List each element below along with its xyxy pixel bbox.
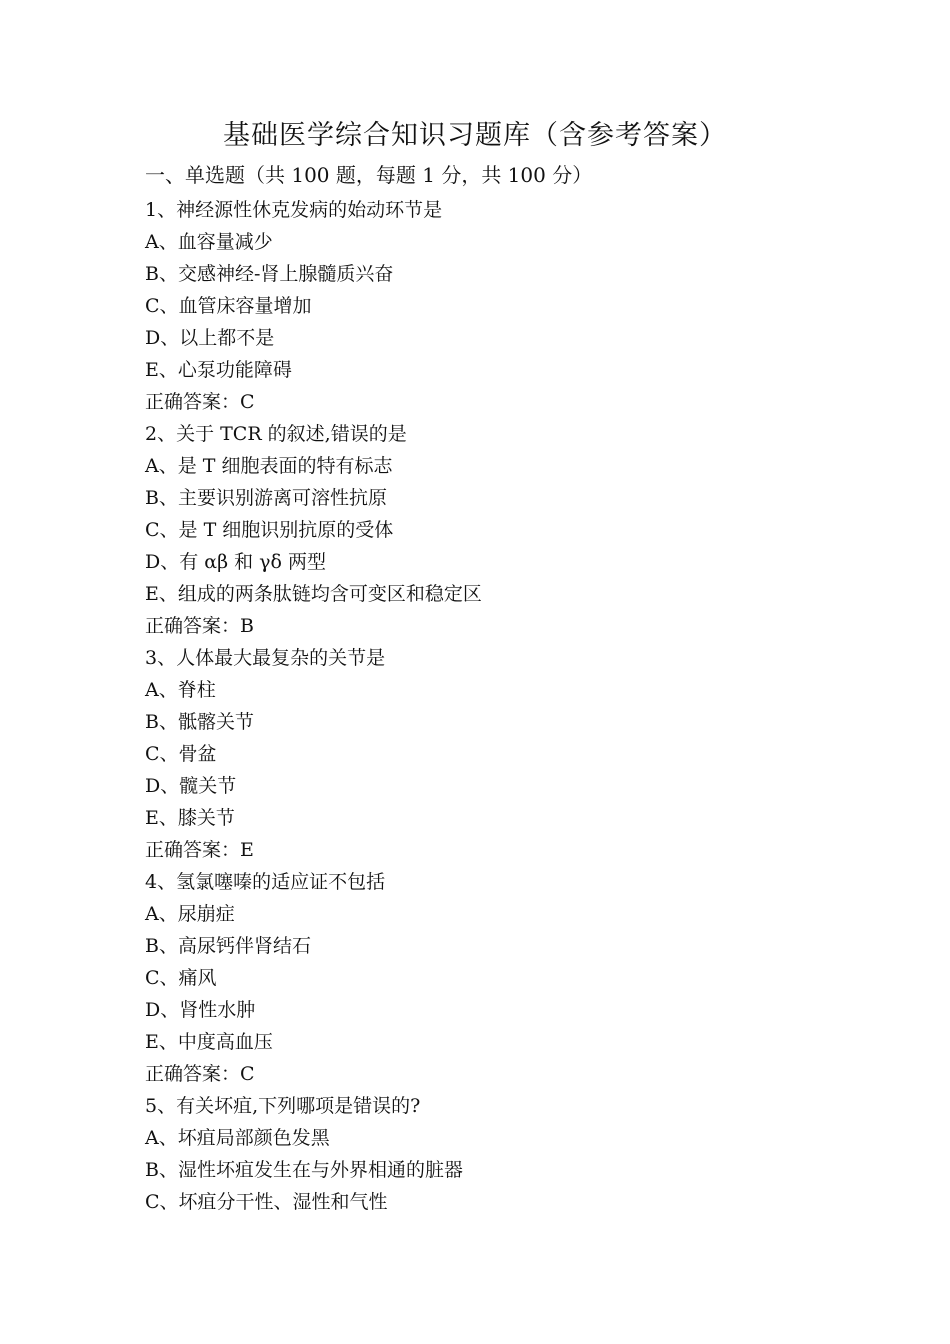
correct-answer: 正确答案：C: [145, 391, 255, 413]
answer-option: A、血容量减少: [145, 231, 273, 253]
question-stem: 1、神经源性休克发病的始动环节是: [145, 199, 443, 221]
answer-option: B、交感神经-肾上腺髓质兴奋: [145, 263, 394, 285]
answer-option: E、心泵功能障碍: [145, 359, 292, 381]
answer-option: D、以上都不是: [145, 327, 275, 349]
answer-option: B、主要识别游离可溶性抗原: [145, 487, 387, 509]
answer-option: B、高尿钙伴肾结石: [145, 935, 311, 957]
answer-option: A、尿崩症: [145, 903, 235, 925]
answer-option: C、坏疽分干性、湿性和气性: [145, 1191, 388, 1213]
section-heading: 一、单选题（共 100 题，每题 1 分，共 100 分）: [145, 163, 593, 187]
answer-option: C、是 T 细胞识别抗原的受体: [145, 519, 394, 541]
document-title: 基础医学综合知识习题库（含参考答案）: [223, 120, 727, 151]
answer-option: E、组成的两条肽链均含可变区和稳定区: [145, 583, 482, 605]
answer-option: E、中度高血压: [145, 1031, 273, 1053]
correct-answer: 正确答案：E: [145, 839, 254, 861]
question-list: [145, 194, 905, 1218]
question-stem: 3、人体最大最复杂的关节是: [145, 647, 386, 669]
answer-option: C、骨盆: [145, 743, 217, 765]
question-stem: 2、关于 TCR 的叙述,错误的是: [145, 423, 407, 445]
answer-option: E、膝关节: [145, 807, 235, 829]
answer-option: C、血管床容量增加: [145, 295, 312, 317]
correct-answer: 正确答案：B: [145, 615, 254, 637]
answer-option: B、骶髂关节: [145, 711, 254, 733]
correct-answer: 正确答案：C: [145, 1063, 255, 1085]
answer-option: B、湿性坏疽发生在与外界相通的脏器: [145, 1159, 463, 1181]
answer-option: A、坏疽局部颜色发黑: [145, 1127, 330, 1149]
answer-option: D、髋关节: [145, 775, 237, 797]
answer-option: A、是 T 细胞表面的特有标志: [145, 455, 393, 477]
question-stem: 4、氢氯噻嗪的适应证不包括: [145, 871, 386, 893]
answer-option: A、脊柱: [145, 679, 216, 701]
question-stem: 5、有关坏疽,下列哪项是错误的?: [145, 1095, 421, 1117]
answer-option: C、痛风: [145, 967, 217, 989]
answer-option: D、有 αβ 和 γδ 两型: [145, 551, 327, 573]
answer-option: D、肾性水肿: [145, 999, 256, 1021]
